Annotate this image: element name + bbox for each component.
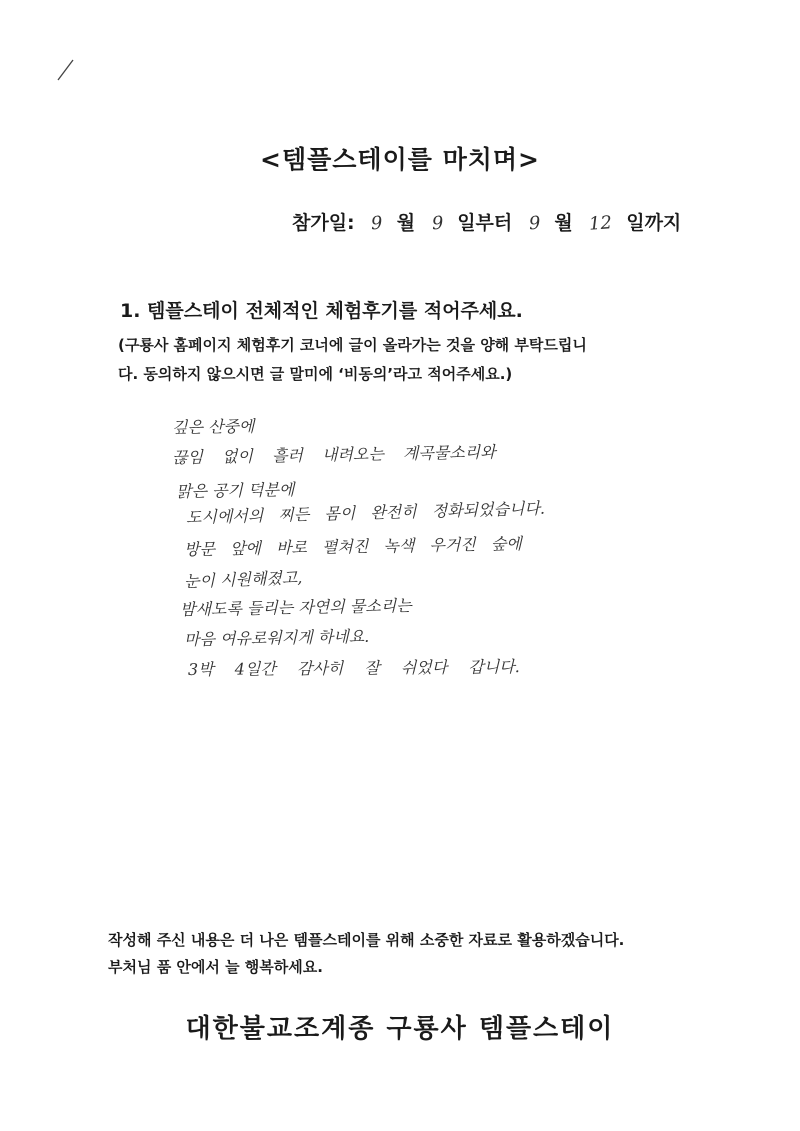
day-from-label: 일부터 bbox=[457, 212, 513, 234]
start-day: 9 bbox=[431, 212, 444, 235]
review-question: 1. 템플스테이 전체적인 체험후기를 적어주세요. bbox=[120, 300, 523, 322]
end-month: 9 bbox=[528, 212, 542, 235]
consent-note-line-2: 다. 동의하지 않으시면 글 말미에 ‘비동의’라고 적어주세요.) bbox=[118, 365, 513, 383]
review-line: 맑은 공기 덕분에 bbox=[175, 479, 295, 501]
date-label: 참가일: bbox=[292, 212, 355, 234]
consent-note-line-1: (구룡사 홈페이지 체험후기 코너에 글이 올라가는 것을 양해 부탁드립니 bbox=[118, 336, 587, 354]
review-line: 깊은 산중에 bbox=[171, 416, 255, 437]
review-line: 끊임 없이 흘러 내려오는 계곡물소리와 bbox=[171, 442, 496, 467]
review-line: 3박 4일간 감사히 잘 쉬었다 갑니다. bbox=[187, 657, 520, 679]
start-month: 9 bbox=[370, 212, 384, 235]
end-day: 12 bbox=[588, 212, 613, 235]
review-line: 방문 앞에 바로 펼쳐진 녹색 우거진 숲에 bbox=[183, 534, 522, 559]
review-line: 마음 여유로워지게 하네요. bbox=[183, 626, 370, 649]
organization-name: 대한불교조계종 구룡사 템플스테이 bbox=[185, 1014, 615, 1044]
page-title: <템플스테이를 마치며> bbox=[260, 145, 540, 174]
review-line: 도시에서의 찌든 몸이 완전히 정화되었습니다. bbox=[185, 498, 546, 527]
participation-date-line bbox=[292, 208, 681, 235]
month-unit-2: 월 bbox=[554, 212, 573, 234]
review-line: 눈이 시원해졌고, bbox=[183, 567, 303, 591]
footer-thanks: 작성해 주신 내용은 더 나은 템플스테이를 위해 소중한 자료로 활용하겠습니다. bbox=[108, 931, 625, 949]
month-unit-1: 월 bbox=[396, 212, 416, 234]
review-line: 밤새도록 들리는 자연의 물소리는 bbox=[179, 595, 412, 619]
day-to-label: 일까지 bbox=[626, 212, 682, 234]
footer-blessing: 부처님 품 안에서 늘 행복하세요. bbox=[108, 958, 323, 976]
pen-stroke-mark bbox=[56, 58, 76, 82]
